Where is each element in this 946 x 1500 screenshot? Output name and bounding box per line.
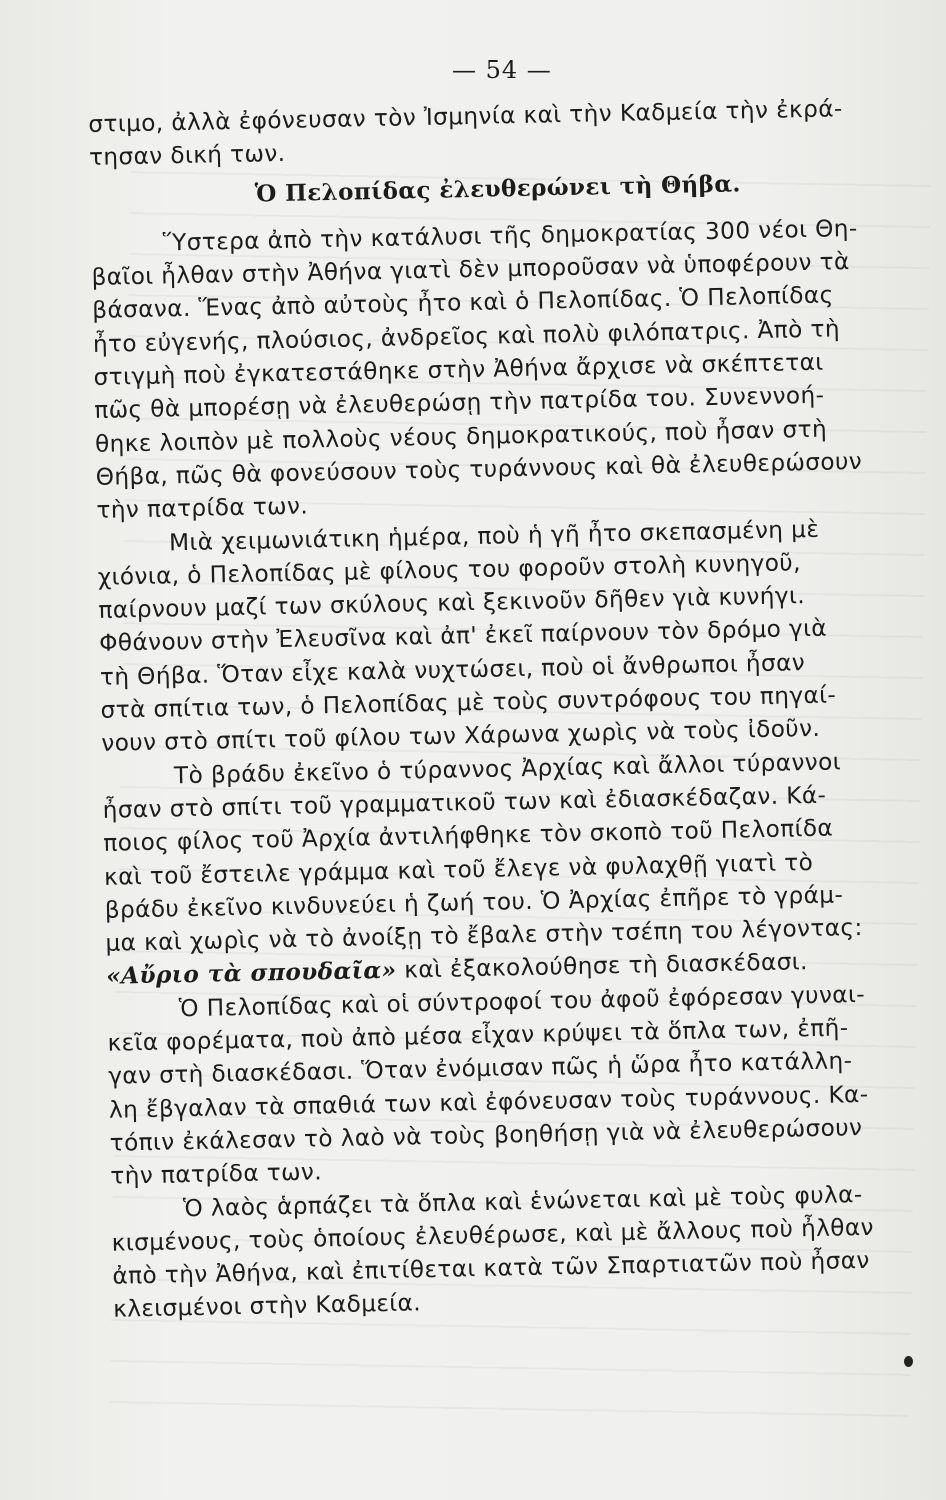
text-line: ἦτο εὐγενής, πλούσιος, ἀνδρεῖος καὶ πολὺ φιλόπατρις. Ἀπὸ τὴ bbox=[92, 315, 841, 358]
text-line: τὴν πατρίδα των. bbox=[96, 492, 309, 525]
text-line: τὴν πατρίδα των. bbox=[110, 1158, 323, 1190]
text-line-rest: καὶ ἐξακολούθησε τὴ διασκέδασι. bbox=[396, 948, 809, 985]
text-line: βαῖοι ἦλθαν στὴν Ἀθήνα γιατὶ δὲν μποροῦσαν νὰ ὑποφέρουν τὰ bbox=[91, 248, 850, 292]
emphasized-quote: «Αὔριο τὰ σπουδαῖα» bbox=[105, 957, 397, 991]
text-line: στὰ σπίτια των, ὁ Πελοπίδας μὲ τοὺς συντρόφους του πηγαί- bbox=[100, 681, 837, 724]
paragraph-4 bbox=[107, 976, 946, 1193]
paragraph-1 bbox=[91, 210, 937, 527]
text-line: Τὸ βράδυ ἐκεῖνο ὁ τύραννος Ἀρχίας καὶ ἄλλοι τύραννοι bbox=[173, 748, 842, 789]
text-line: Φθάνουν στὴν Ἐλευσῖνα καὶ ἀπ' ἐκεῖ παίρνουν τὸν δρόμο γιὰ bbox=[98, 615, 828, 658]
text-line: λη ἔβγαλαν τὰ σπαθιά των καὶ ἐφόνευσαν τοὺς τυράννους. Κα- bbox=[108, 1080, 869, 1124]
text-line: Ὁ λαὸς ἁρπάζει τὰ ὅπλα καὶ ἑνώνεται καὶ μὲ τοὺς φυλα- bbox=[182, 1180, 863, 1222]
text-line: βράδυ ἐκεῖνο κινδυνεύει ἡ ζωή του. Ὁ Ἀρχίας ἐπῆρε τὸ γράμ- bbox=[104, 881, 844, 924]
text-line: πῶς θὰ μπορέσῃ νὰ ἐλευθερώσῃ τὴν πατρίδα του. Συνεννοή- bbox=[94, 382, 825, 425]
paragraph-3 bbox=[102, 743, 946, 994]
text-line: τόπιν ἐκάλεσαν τὸ λαὸ νὰ τοὺς βοηθήσῃ γιὰ νὰ ἐλευθερώσουν bbox=[109, 1113, 863, 1157]
text-line: μα καὶ χωρὶς νὰ τὸ ἀνοίξῃ τὸ ἔβαλε στὴν τσέπη του λέγοντας: bbox=[105, 914, 863, 957]
page-text bbox=[88, 90, 946, 1326]
text-line: ποιος φίλος τοῦ Ἀρχία ἀντιλήφθηκε τὸν σκοπὸ τοῦ Πελοπίδα bbox=[103, 814, 834, 858]
ink-speck bbox=[904, 1356, 913, 1367]
text-line: στιμο, ἀλλὰ ἐφόνευσαν τὸν Ἰσμηνία καὶ τὴν Καδμεία τὴν ἐκρά- bbox=[88, 95, 843, 138]
text-line: κλεισμένοι στὴν Καδμεία. bbox=[112, 1289, 422, 1324]
text-line: στιγμὴ ποὺ ἐγκατεστάθηκε στὴν Ἀθήνα ἄρχισε νὰ σκέπτεται bbox=[93, 348, 824, 392]
text-line: θηκε λοιπὸν μὲ πολλοὺς νέους δημοκρατικούς, ποὺ ἦσαν στὴ bbox=[94, 415, 828, 458]
text-line: χιόνια, ὁ Πελοπίδας μὲ φίλους του φοροῦν στολὴ κυνηγοῦ, bbox=[97, 549, 802, 591]
text-line: ἦσαν στὸ σπίτι τοῦ γραμματικοῦ των καὶ ἐδιασκέδαζαν. Κά- bbox=[102, 781, 827, 824]
text-line: γαν στὴ διασκέδασι. Ὅταν ἐνόμισαν πῶς ἡ ὥρα ἦτο κατάλλη- bbox=[108, 1047, 853, 1091]
paragraph-5 bbox=[111, 1176, 946, 1327]
text-line: παίρνουν μαζί των σκύλους καὶ ξεκινοῦν δῆθεν γιὰ κυνήγι. bbox=[98, 582, 806, 625]
text-line: Μιὰ χειμωνιάτικη ἡμέρα, ποὺ ἡ γῆ ἦτο σκεπασμένη μὲ bbox=[168, 515, 820, 556]
section-heading: Ὁ Πελοπίδας ἐλευθερώνει τὴ Θήβα. bbox=[254, 169, 742, 208]
text-line: βάσανα. Ἕνας ἀπὸ αὐτοὺς ἦτο καὶ ὁ Πελοπίδας. Ὁ Πελοπίδας bbox=[91, 281, 834, 325]
page-number: — 54 — bbox=[452, 56, 552, 84]
paragraph-2 bbox=[97, 510, 942, 761]
text-line: τὴ Θήβα. Ὅταν εἶχε καλὰ νυχτώσει, ποὺ οἱ ἄνθρωποι ἦσαν bbox=[99, 648, 806, 691]
text-line: ἀπὸ τὴν Ἀθήνα, καὶ ἐπιτίθεται κατὰ τῶν Σπαρτιατῶν ποὺ ἦσαν bbox=[112, 1246, 871, 1290]
text-line: νουν στὸ σπίτι τοῦ φίλου των Χάρωνα χωρὶς νὰ τοὺς ἰδοῦν. bbox=[101, 715, 821, 758]
text-line: κεῖα φορέματα, ποὺ ἀπὸ μέσα εἶχαν κρύψει τὰ ὅπλα των, ἐπῆ- bbox=[107, 1014, 849, 1057]
text-line: Θήβα, πῶς θὰ φονεύσουν τοὺς τυράννους καὶ θὰ ἐλευθερώσουν bbox=[95, 447, 863, 491]
text-line: Ὁ Πελοπίδας καὶ οἱ σύντροφοί του ἀφοῦ ἐφόρεσαν γυναι- bbox=[178, 980, 866, 1023]
text-line: καὶ τοῦ ἔστειλε γράμμα καὶ τοῦ ἔλεγε νὰ φυλαχθῇ γιατὶ τὸ bbox=[103, 848, 814, 891]
text-line: Ὕστερα ἀπὸ τὴν κατάλυσι τῆς δημοκρατίας 300 νέοι Θη- bbox=[162, 214, 858, 257]
text-line: τησαν δική των. bbox=[88, 140, 286, 172]
text-line: κισμένους, τοὺς ὁποίους ἐλευθέρωσε, καὶ μὲ ἄλλους ποὺ ἦλθαν bbox=[111, 1213, 875, 1257]
